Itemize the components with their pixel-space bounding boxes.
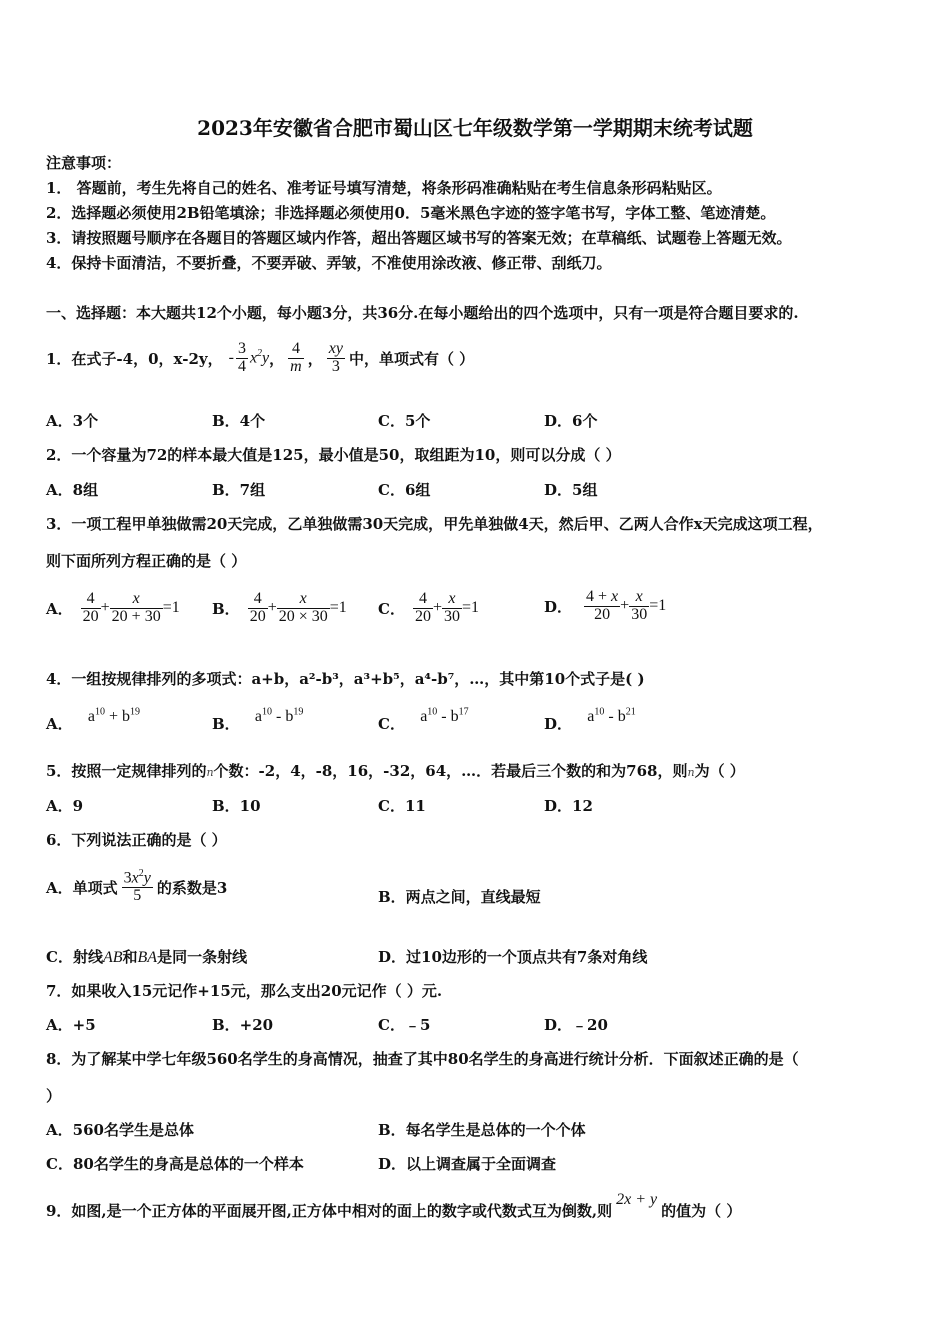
option-d: D．过10边形的一个顶点共有7条对角线: [378, 948, 648, 966]
frac: $\frac{3x^2y}{5}$: [123, 868, 151, 905]
question-3: 3．一项工程甲单独做需20天完成，乙单独做需30天完成，甲先单独做4天，然后甲、乙两人合作x天完成这项工程，: [46, 515, 823, 533]
option-b: B．两点之间，直线最短: [378, 888, 541, 906]
option-c: C． $a^{10} - b^{17}$: [378, 706, 469, 733]
question-4: 4．一组按规律排列的多项式：a+b，a²-b³，a³+b⁵，a⁴-b⁷，…，其中第10个式子是( ): [46, 670, 645, 688]
option-b: B．7组: [212, 481, 266, 499]
option-a: A．3个: [46, 412, 99, 430]
option-label: D．: [544, 597, 573, 616]
option-a: A． $\frac{4}{20}$ + $\frac{x}{20 + 30}$ =1: [46, 589, 180, 625]
option-d: D．12: [544, 797, 593, 815]
question-2: 2．一个容量为72的样本最大值是125，最小值是50，取组距为10，则可以分成（ ）: [46, 446, 621, 464]
option-c: C．80名学生的身高是总体的一个样本: [46, 1155, 304, 1173]
notice-heading: 注意事项：: [46, 154, 122, 172]
expr: $a^{10} - b^{19}$: [254, 706, 304, 725]
expr: $a^{10} - b^{17}$: [420, 706, 469, 725]
question-7: 7．如果收入15元记作+15元，那么支出20元记作（ ）元.: [46, 982, 443, 1000]
option-b: B． $\frac{4}{20}$ + $\frac{x}{20 \times 30}$ =1: [212, 589, 347, 625]
var-n: n: [687, 766, 695, 779]
question-8-line2: ）: [46, 1087, 62, 1105]
option-a: A．9: [46, 797, 84, 815]
option-b: B．+20: [212, 1016, 274, 1034]
frac: $\frac{x}{30}$: [443, 589, 460, 625]
option-label: B．: [212, 599, 240, 618]
question-3-line2: 则下面所列方程正确的是（ ）: [46, 552, 247, 570]
frac: $\frac{4}{20}$: [82, 589, 99, 625]
frac: $\frac{x}{30}$: [631, 587, 648, 623]
option-b: B．4个: [212, 412, 266, 430]
var-n: n: [206, 766, 214, 779]
question-1: [46, 332, 474, 384]
frac: $\frac{4}{20}$: [249, 589, 266, 625]
q1-expr-frac: $\frac{3}{4}$: [237, 339, 246, 375]
frac: $\frac{x}{20 \times 30}$: [278, 589, 328, 625]
q1-minus: -: [228, 349, 234, 366]
q1-expr-var: $x^2y$: [249, 348, 270, 367]
option-c: C．﹣5: [378, 1016, 431, 1034]
option-a: A．单项式 $\frac{3x^2y}{5}$ 的系数是3: [46, 868, 228, 905]
expr: $a^{10} - b^{21}$: [587, 706, 636, 725]
frac: $\frac{4}{20}$: [414, 589, 431, 625]
option-a: A．+5: [46, 1016, 96, 1034]
notice-item: 3．请按照题号顺序在各题目的答题区域内作答，超出答题区域书写的答案无效；在草稿纸、试题卷上答题无效。: [46, 229, 792, 247]
expr: $a^{10} + b^{19}$: [87, 706, 141, 725]
q1-suffix: 中，单项式有（ ）: [348, 349, 475, 368]
question-6: 6．下列说法正确的是（ ）: [46, 831, 227, 849]
frac: $\frac{x}{20 + 30}$: [111, 589, 161, 625]
option-a: A． $a^{10} + b^{19}$: [46, 706, 141, 733]
option-a: A．8组: [46, 481, 99, 499]
option-a: A．560名学生是总体: [46, 1121, 194, 1139]
option-b: B． $a^{10} - b^{19}$: [212, 706, 304, 733]
frac: $\frac{4 + x}{20}$: [586, 587, 619, 623]
option-d: D．5组: [544, 481, 598, 499]
question-5: 5．按照一定规律排列的n个数：-2，4，-8，16，-32，64，…．若最后三个数的和为768，则n为（ ）: [46, 762, 745, 780]
option-c: C．11: [378, 797, 426, 815]
notice-item: 2．选择题必须使用2B铅笔填涂；非选择题必须使用0．5毫米黑色字迹的签字笔书写，字体工整、笔迹清楚。: [46, 204, 776, 222]
option-d: D． $a^{10} - b^{21}$: [544, 706, 636, 733]
option-c: C．6组: [378, 481, 431, 499]
page-title: 2023年安徽省合肥市蜀山区七年级数学第一学期期末统考试题: [197, 116, 753, 140]
notice-item: 4．保持卡面清洁，不要折叠，不要弄破、弄皱，不准使用涂改液、修正带、刮纸刀。: [46, 254, 612, 272]
question-8: 8．为了解某中学七年级560名学生的身高情况，抽查了其中80名学生的身高进行统计分析．下面叙述正确的是（: [46, 1050, 799, 1068]
q1-expr-frac: $\frac{xy}{3}$: [328, 339, 343, 375]
notice-item: 1． 答题前，考生先将自己的姓名、准考证号填写清楚，将条形码准确粘贴在考生信息条形码粘贴区。: [46, 179, 722, 197]
option-c: C． $\frac{4}{20}$ + $\frac{x}{30}$ =1: [378, 589, 480, 625]
option-b: B．10: [212, 797, 261, 815]
option-d: D． $\frac{4 + x}{20}$ + $\frac{x}{30}$ =1: [544, 587, 667, 623]
section-heading: 一、选择题：本大题共12个小题，每小题3分，共36分.在每小题给出的四个选项中，只有一项是符合题目要求的.: [46, 304, 799, 322]
option-b: B．每名学生是总体的一个个体: [378, 1121, 586, 1139]
q1-expr-frac: $\frac{4}{m}$: [290, 339, 302, 375]
option-c: C．5个: [378, 412, 431, 430]
q1-prefix: 1．在式子-4，0，x-2y，: [46, 349, 223, 368]
option-d: D．﹣20: [544, 1016, 608, 1034]
option-d: D．以上调查属于全面调查: [378, 1155, 557, 1173]
option-c: C．射线AB和BA是同一条射线: [46, 948, 248, 966]
q9-expr: 2x + y: [616, 1191, 658, 1208]
option-d: D．6个: [544, 412, 598, 430]
question-9: 9．如图,是一个正方体的平面展开图,正方体中相对的面上的数字或代数式互为倒数,则2x + y的值为（ ）: [46, 1191, 742, 1220]
q1-sep: ，: [307, 349, 323, 368]
q1-sep: ，: [269, 349, 285, 368]
option-label: C．: [378, 599, 405, 618]
option-label: A．: [46, 599, 73, 618]
